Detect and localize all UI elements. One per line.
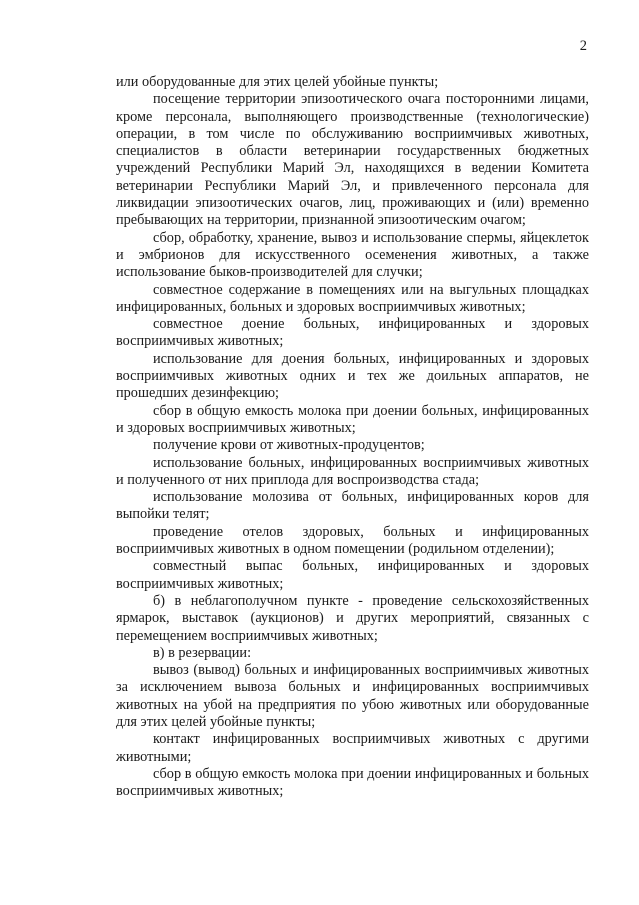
paragraph: сбор, обработку, хранение, вывоз и использование спермы, яйцеклеток и эмбрионов для искусственного осеменения животных, а также использование быков-производителей для случки; bbox=[116, 229, 589, 281]
document-body bbox=[116, 74, 589, 800]
paragraph: проведение отелов здоровых, больных и инфицированных восприимчивых животных в одном помещении (родильном отделении); bbox=[116, 523, 589, 558]
paragraph: посещение территории эпизоотического очага посторонними лицами, кроме персонала, выполняющего производственные (технологические) операции, в том числе по обслуживанию восприимчивых животных, специалистов в области ветеринарии государственных бюджетных учреждений Республики Марий Эл, находящихся в ведении Комитета ветеринарии Республики Марий Эл, и привлеченного персонала для ликвидации эпизоотических очагов, лиц, проживающих и (или) временно пребывающих на территории, признанной эпизоотическим очагом; bbox=[116, 91, 589, 229]
page-number: 2 bbox=[579, 38, 587, 54]
paragraph: получение крови от животных-продуцентов; bbox=[153, 437, 425, 454]
paragraph: контакт инфицированных восприимчивых животных с другими животными; bbox=[116, 731, 589, 765]
paragraph: использование для доения больных, инфицированных и здоровых восприимчивых животных одних и тех же доильных аппаратов, не прошедших дезинфекцию; bbox=[116, 350, 589, 402]
paragraph: совместное содержание в помещениях или на выгульных площадках инфицированных, больных и здоровых восприимчивых животных; bbox=[116, 281, 589, 315]
paragraph: использование больных, инфицированных восприимчивых животных и полученного от них приплода для воспроизводства стада; bbox=[116, 454, 589, 488]
paragraph: вывоз (вывод) больных и инфицированных восприимчивых животных за исключением вывоза больных и инфицированных восприимчивых животных на убой на предприятия по убою животных или оборудованные для этих целей убойные пункты; bbox=[116, 662, 589, 730]
paragraph: совместное доение больных, инфицированных и здоровых восприимчивых животных; bbox=[116, 316, 589, 350]
paragraph: сбор в общую емкость молока при доении инфицированных и больных восприимчивых животных; bbox=[116, 765, 589, 800]
paragraph: в) в резервации: bbox=[153, 644, 252, 661]
paragraph: б) в неблагополучном пункте - проведение сельскохозяйственных ярмарок, выставок (аукционов) и других мероприятий, связанных с перемещением восприимчивых животных; bbox=[116, 592, 589, 644]
paragraph: сбор в общую емкость молока при доении больных, инфицированных и здоровых восприимчивых животных; bbox=[116, 402, 589, 436]
paragraph: совместный выпас больных, инфицированных и здоровых восприимчивых животных; bbox=[116, 558, 589, 592]
paragraph: использование молозива от больных, инфицированных коров для выпойки телят; bbox=[116, 489, 589, 523]
paragraph: или оборудованные для этих целей убойные пункты; bbox=[116, 74, 439, 90]
